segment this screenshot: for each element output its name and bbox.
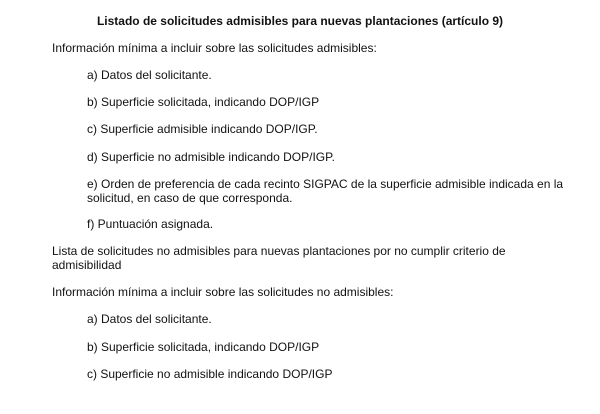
section1-item-c: c) Superficie admisible indicando DOP/IGP. (87, 122, 318, 136)
section2-intro: Información mínima a incluir sobre las solicitudes no admisibles: (52, 285, 394, 299)
section1-item-e: e) Orden de preferencia de cada recinto SIGPAC de la superficie admisible indicada en la solicitud, en caso de que corresponda. (87, 177, 564, 205)
section2-item-a: a) Datos del solicitante. (87, 312, 212, 326)
section2-heading: Lista de solicitudes no admisibles para nuevas plantaciones por no cumplir criterio de admisibilidad (52, 244, 506, 272)
section1-intro: Información mínima a incluir sobre las solicitudes admisibles: (52, 41, 377, 55)
section1-item-f: f) Puntuación asignada. (87, 217, 214, 231)
section1-item-a: a) Datos del solicitante. (87, 68, 212, 82)
section1-item-b: b) Superficie solicitada, indicando DOP/IGP (87, 95, 320, 109)
section2-item-c: c) Superficie no admisible indicando DOP/IGP (87, 367, 333, 381)
section1-item-d: d) Superficie no admisible indicando DOP/IGP. (87, 150, 335, 164)
section2-item-b: b) Superficie solicitada, indicando DOP/IGP (87, 340, 320, 354)
document-title: Listado de solicitudes admisibles para nuevas plantaciones (artículo 9) (96, 14, 504, 28)
